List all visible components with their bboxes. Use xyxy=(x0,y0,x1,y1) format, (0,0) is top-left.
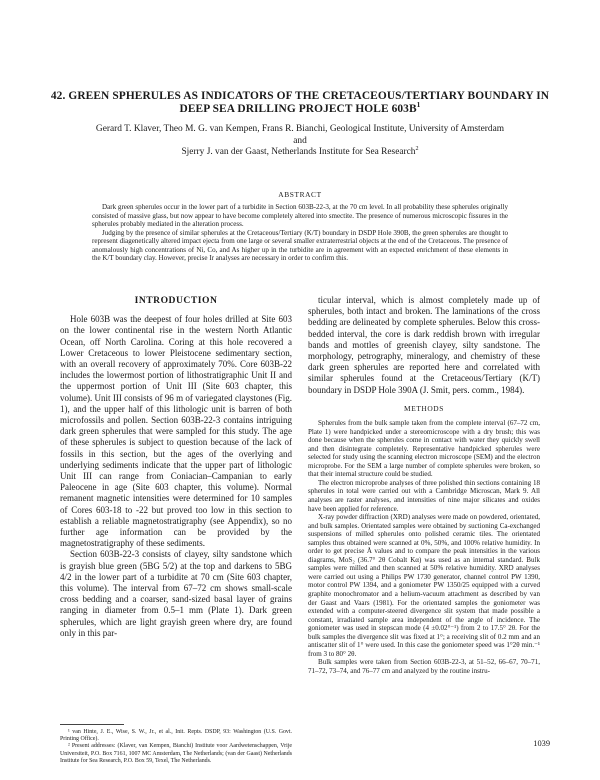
authors-line-2: and xyxy=(293,135,307,146)
methods-paragraph-1: Spherules from the bulk sample taken from the complete interval (67–72 cm, Plate 1) were handpicked under a stereomicroscope with a dry brush; this was done because when the spherules come in contact with water they quickly swell and then disintegrate completely. Representative handpicked spherules were selected for study using the scanning electron microscope (SEM) and the electron microprobe. For the SEM a large number of complete spherules were broken, so that their internal structure could be studied. xyxy=(308,419,540,479)
authors-footnote-mark: 2 xyxy=(415,145,419,152)
author-block xyxy=(40,124,560,159)
title-line-2-text: DEEP SEA DRILLING PROJECT HOLE 603B xyxy=(179,103,417,115)
authors-line-3 xyxy=(40,147,560,159)
page-number: 1039 xyxy=(533,739,550,748)
footnote-1: ¹ van Hinte, J. E., Wise, S. W., Jr., et al., Init. Repts. DSDP, 93: Washington (U.S. Govt. Printing Office). xyxy=(60,729,292,743)
abstract-text xyxy=(92,203,508,263)
footnote-2: ² Present addresses: (Klaver, van Kempen, Bianchi) Institute voor Aardwetenschappen, Vrije Universiteit, P.O. Box 7161, 1007 MC Amsterdam, The Netherlands; (van der Gaast) Netherlands Institute for Sea Research, P.O. Box 59, Texel, The Netherlands. xyxy=(60,743,292,764)
title-line-1: 42. GREEN SPHERULES AS INDICATORS OF THE CRETACEOUS/TERTIARY BOUNDARY IN xyxy=(50,90,550,102)
footnotes xyxy=(60,729,292,765)
title-footnote-mark: 1 xyxy=(416,100,421,110)
abstract-paragraph-1: Dark green spherules occur in the lower part of a turbidite in Section 603B-22-3, at the 70 cm level. In all probability these spherules originally consisted of massive glass, but now appear to have become completely altered into smectite. The presence of numerous microscopic fissures in the spherules probably mediated in the alteration process. xyxy=(92,203,508,229)
methods-paragraph-4: Bulk samples were taken from Section 603B-22-3, at 51–52, 66–67, 70–71, 71–72, 73–74, and 76–77 cm and analyzed by the routine instru- xyxy=(308,658,540,675)
introduction-paragraph-1: Hole 603B was the deepest of four holes drilled at Site 603 on the lower continental rise in the western North Atlantic Ocean, off North Carolina. Coring at this hole recovered a Lower Cretaceous to lower Pleistocene sedimentary section, with an overall recovery of approximately 70%. Core 603B-22 includes the lowermost portion of lithostratigraphic Unit II and the uppermost portion of Unit III (Site 603 chapter, this volume). Unit III consists of 96 m of variegated claystones (Fig. 1), and the upper half of this lithologic unit is barren of both microfossils and pollen. Section 603B-22-3 contains intriguing dark green spherules that were sampled for this study. The age of these spherules is subject to question because of the lack of fossils in this section, but the ages of the overlying and underlying sediments indicate that the upper part of lithologic Unit III can range from Coniacian–Campanian to early Paleocene in age (Site 603 chapter, this volume). Normal remanent magnetic intensities were determined for 10 samples of Cores 603-18 to -22 but proved too low in this section to establish a reliable magnetostratigraphy (see Appendix), so no further age information can be provided by the magnetostratigraphy of these sediments. xyxy=(60,314,292,549)
authors-line-1: Gerard T. Klaver, Theo M. G. van Kempen, Frans R. Bianchi, Geological Institute, University of Amsterdam xyxy=(95,124,505,134)
abstract-heading: ABSTRACT xyxy=(278,190,322,199)
methods-heading: METHODS xyxy=(404,403,444,413)
right-column xyxy=(308,295,540,675)
title-line-2 xyxy=(44,100,556,116)
left-column xyxy=(60,295,292,639)
methods-text xyxy=(308,419,540,675)
methods-paragraph-3: X-ray powder diffraction (XRD) analyses were made on powdered, orientated, and bulk samples. Orientated samples were obtained by suctioning Ca-exchanged suspensions of milled spherules onto polished ceramic tiles. The orientated samples thus obtained were scanned at 0%, 50%, and 100% relative humidity. In order to get precise Å values and to compare the peak intensities in the various diagrams, MoS₂ (36.7° 2θ Cobalt Kα) was used as an internal standard. Bulk samples were milled and then scanned at 50% relative humidity. XRD analyses were carried out using a Philips PW 1730 generator, channel control PW 1390, motor control PW 1394, and a goniometer PW 1350/25 equipped with a curved graphite monochromator and a helium-vacuum attachment as described by van der Gaast and Vaars (1981). For the orientated samples the goniometer was extended with a computer-steered divergence slit system that made possible a constant, irradiated sample area independent of the angle of incidence. The goniometer was used in stepscan mode (4 ±0.02°⁻¹) from 2 to 17.5° 2θ. For the bulk samples the divergence slit was fixed at 1°; a receiving slit of 0.2 mm and an antiscatter slit of 1° were used. In this case the goniometer speed was 1°2θ min.⁻¹ from 3 to 80° 2θ. xyxy=(308,513,540,658)
introduction-paragraph-2: Section 603B-22-3 consists of clayey, silty sandstone which is grayish blue green (5BG 5/2) at the top and darkens to 5BG 4/2 in the lower part of a turbidite at 70 cm (Site 603 chapter, this volume). The interval from 67–72 cm shows small-scale cross bedding and a coarser, sand-sized basal layer of grains ranging in diameter from 0.5–1 mm (Plate 1). Dark green spherules, which are light grayish green where dry, are found only in this par- xyxy=(60,549,292,638)
methods-paragraph-2: The electron microprobe analyses of three polished thin sections containing 18 spherules in total were carried out with a Cambridge Microscan, Mark 9. All analyses are raster analyses, and intensities of nine major silicates and oxides have been applied for reference. xyxy=(308,478,540,513)
right-paragraph-1: ticular interval, which is almost completely made up of spherules, both intact and broken. The laminations of the cross bedding are delineated by complete spherules. Below this cross-bedded interval, the core is dark reddish brown with irregular bands and mottles of greenish clayey, silty sandstone. The morphology, petrography, mineralogy, and chemistry of these dark green spherules are reported here and correlated with similar spherules found at the Cretaceous/Tertiary (K/T) boundary in DSDP Hole 390A (J. Smit, pers. comm., 1984). xyxy=(308,295,540,395)
introduction-heading: INTRODUCTION xyxy=(134,295,218,306)
footnote-rule xyxy=(60,724,124,725)
abstract-paragraph-2: Judging by the presence of similar spherules at the Cretaceous/Tertiary (K/T) boundary in DSDP Hole 390B, the green spherules are thought to represent diagenetically altered impact ejecta from one large or several smaller extraterrestrial objects at the end of the Cretaceous. The presence of anomalously high concentrations of Ni, Co, and As higher up in the turbidite are in agreement with an expected enrichment of these elements in the K/T boundary clay. However, precise Ir analyses are necessary in order to confirm this. xyxy=(92,228,508,263)
article-title xyxy=(44,90,556,116)
authors-line-3-text: Sjerry J. van der Gaast, Netherlands Institute for Sea Research xyxy=(181,147,416,157)
